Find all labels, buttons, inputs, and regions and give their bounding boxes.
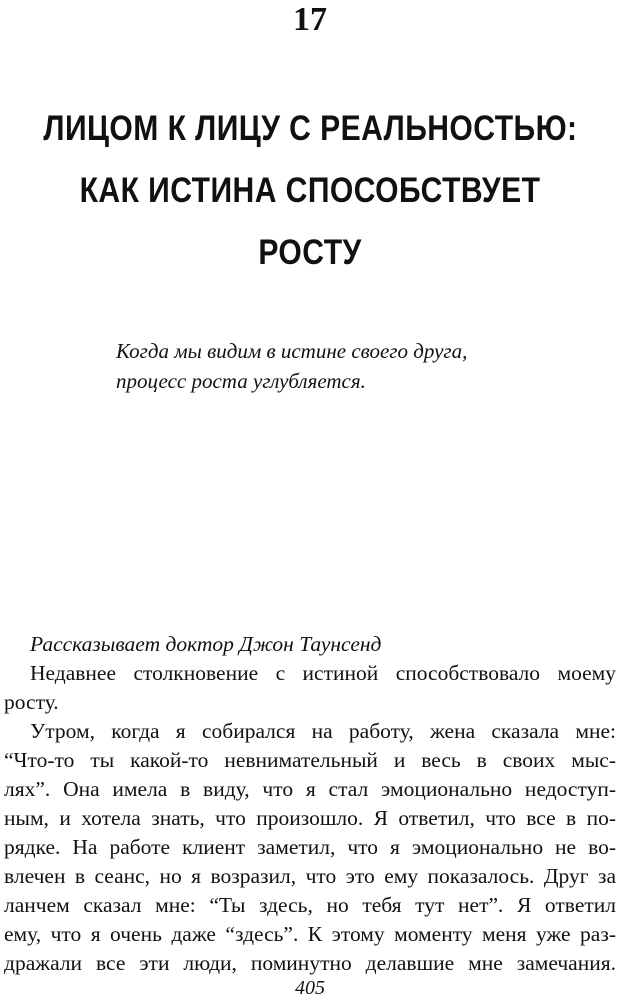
body-line: “Что-то ты какой-то невнимательный и весь в своих мыс- bbox=[4, 748, 616, 772]
chapter-title-line: РОСТУ bbox=[258, 233, 362, 272]
epigraph bbox=[116, 336, 586, 396]
chapter-title-line: ЛИЦОМ К ЛИЦУ С РЕАЛЬНОСТЬЮ: bbox=[43, 109, 578, 148]
body-line: ему, что я очень даже “здесь”. К этому моменту меня уже раз- bbox=[4, 922, 616, 946]
chapter-number: 17 bbox=[293, 1, 327, 38]
body-line: дражали все эти люди, поминутно делавшие мне замечания. bbox=[4, 951, 616, 975]
body-line: рядке. На работе клиент заметил, что я эмоционально не во- bbox=[4, 835, 616, 859]
body-line: лях”. Она имела в виду, что я стал эмоционально недоступ- bbox=[4, 777, 616, 801]
body-line: росту. bbox=[4, 690, 59, 714]
chapter-title bbox=[43, 98, 576, 284]
epigraph-line: Когда мы видим в истине своего друга, bbox=[116, 339, 468, 363]
body-text bbox=[4, 630, 616, 978]
page-number: 405 bbox=[295, 977, 325, 999]
body-line: Недавнее столкновение с истиной способствовало моему bbox=[30, 661, 616, 685]
body-line: ным, и хотела знать, что произошло. Я ответил, что все в по- bbox=[4, 806, 616, 830]
body-line: Утром, когда я собирался на работу, жена сказала мне: bbox=[30, 719, 616, 743]
body-line: влечен в сеанс, но я возразил, что это ему показалось. Друг за bbox=[4, 864, 616, 888]
body-line: ланчем сказал мне: “Ты здесь, но тебя тут нет”. Я ответил bbox=[4, 893, 616, 917]
epigraph-line: процесс роста углубляется. bbox=[116, 369, 366, 393]
chapter-title-line: КАК ИСТИНА СПОСОБСТВУЕТ bbox=[79, 171, 541, 210]
byline: Рассказывает доктор Джон Таунсенд bbox=[30, 632, 382, 656]
